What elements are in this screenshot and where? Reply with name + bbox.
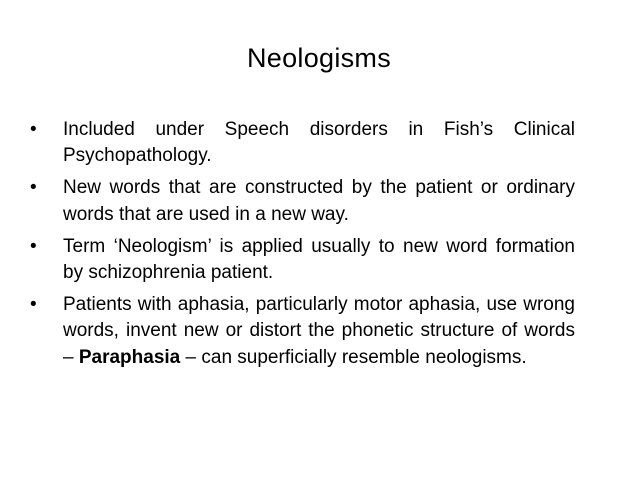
- paraphasia-emphasis: Paraphasia: [78, 346, 181, 368]
- bullet-item-aphasia: [30, 292, 575, 371]
- slide-title: Neologisms: [246, 43, 392, 73]
- bullet-text: Term ‘Neologism’ is applied usually to new word formation by schizophrenia patient.: [63, 235, 575, 284]
- bullet-dot-icon: •: [30, 119, 37, 140]
- bullet-dot-icon: •: [30, 293, 37, 315]
- bullet-dot-icon: •: [30, 235, 37, 257]
- bullet-item-speech-disorders: [30, 117, 575, 170]
- bullet-item-new-words: [30, 175, 575, 228]
- bullet-list: [30, 117, 575, 377]
- bullet-text: Included under Speech disorders in Fish’s Clinical Psychopathology.: [63, 119, 575, 167]
- bullet-item-term-neologism: [30, 234, 575, 287]
- bullet-text: New words that are constructed by the patient or ordinary words that are used in a new way.: [63, 177, 575, 225]
- bullet-text-before: Patients with aphasia, particularly motor aphasia, use wrong words, invent new or distort the phonetic structure of words –: [63, 293, 575, 368]
- bullet-dot-icon: •: [30, 177, 37, 199]
- bullet-text-after: – can superficially resemble neologisms.: [180, 346, 527, 368]
